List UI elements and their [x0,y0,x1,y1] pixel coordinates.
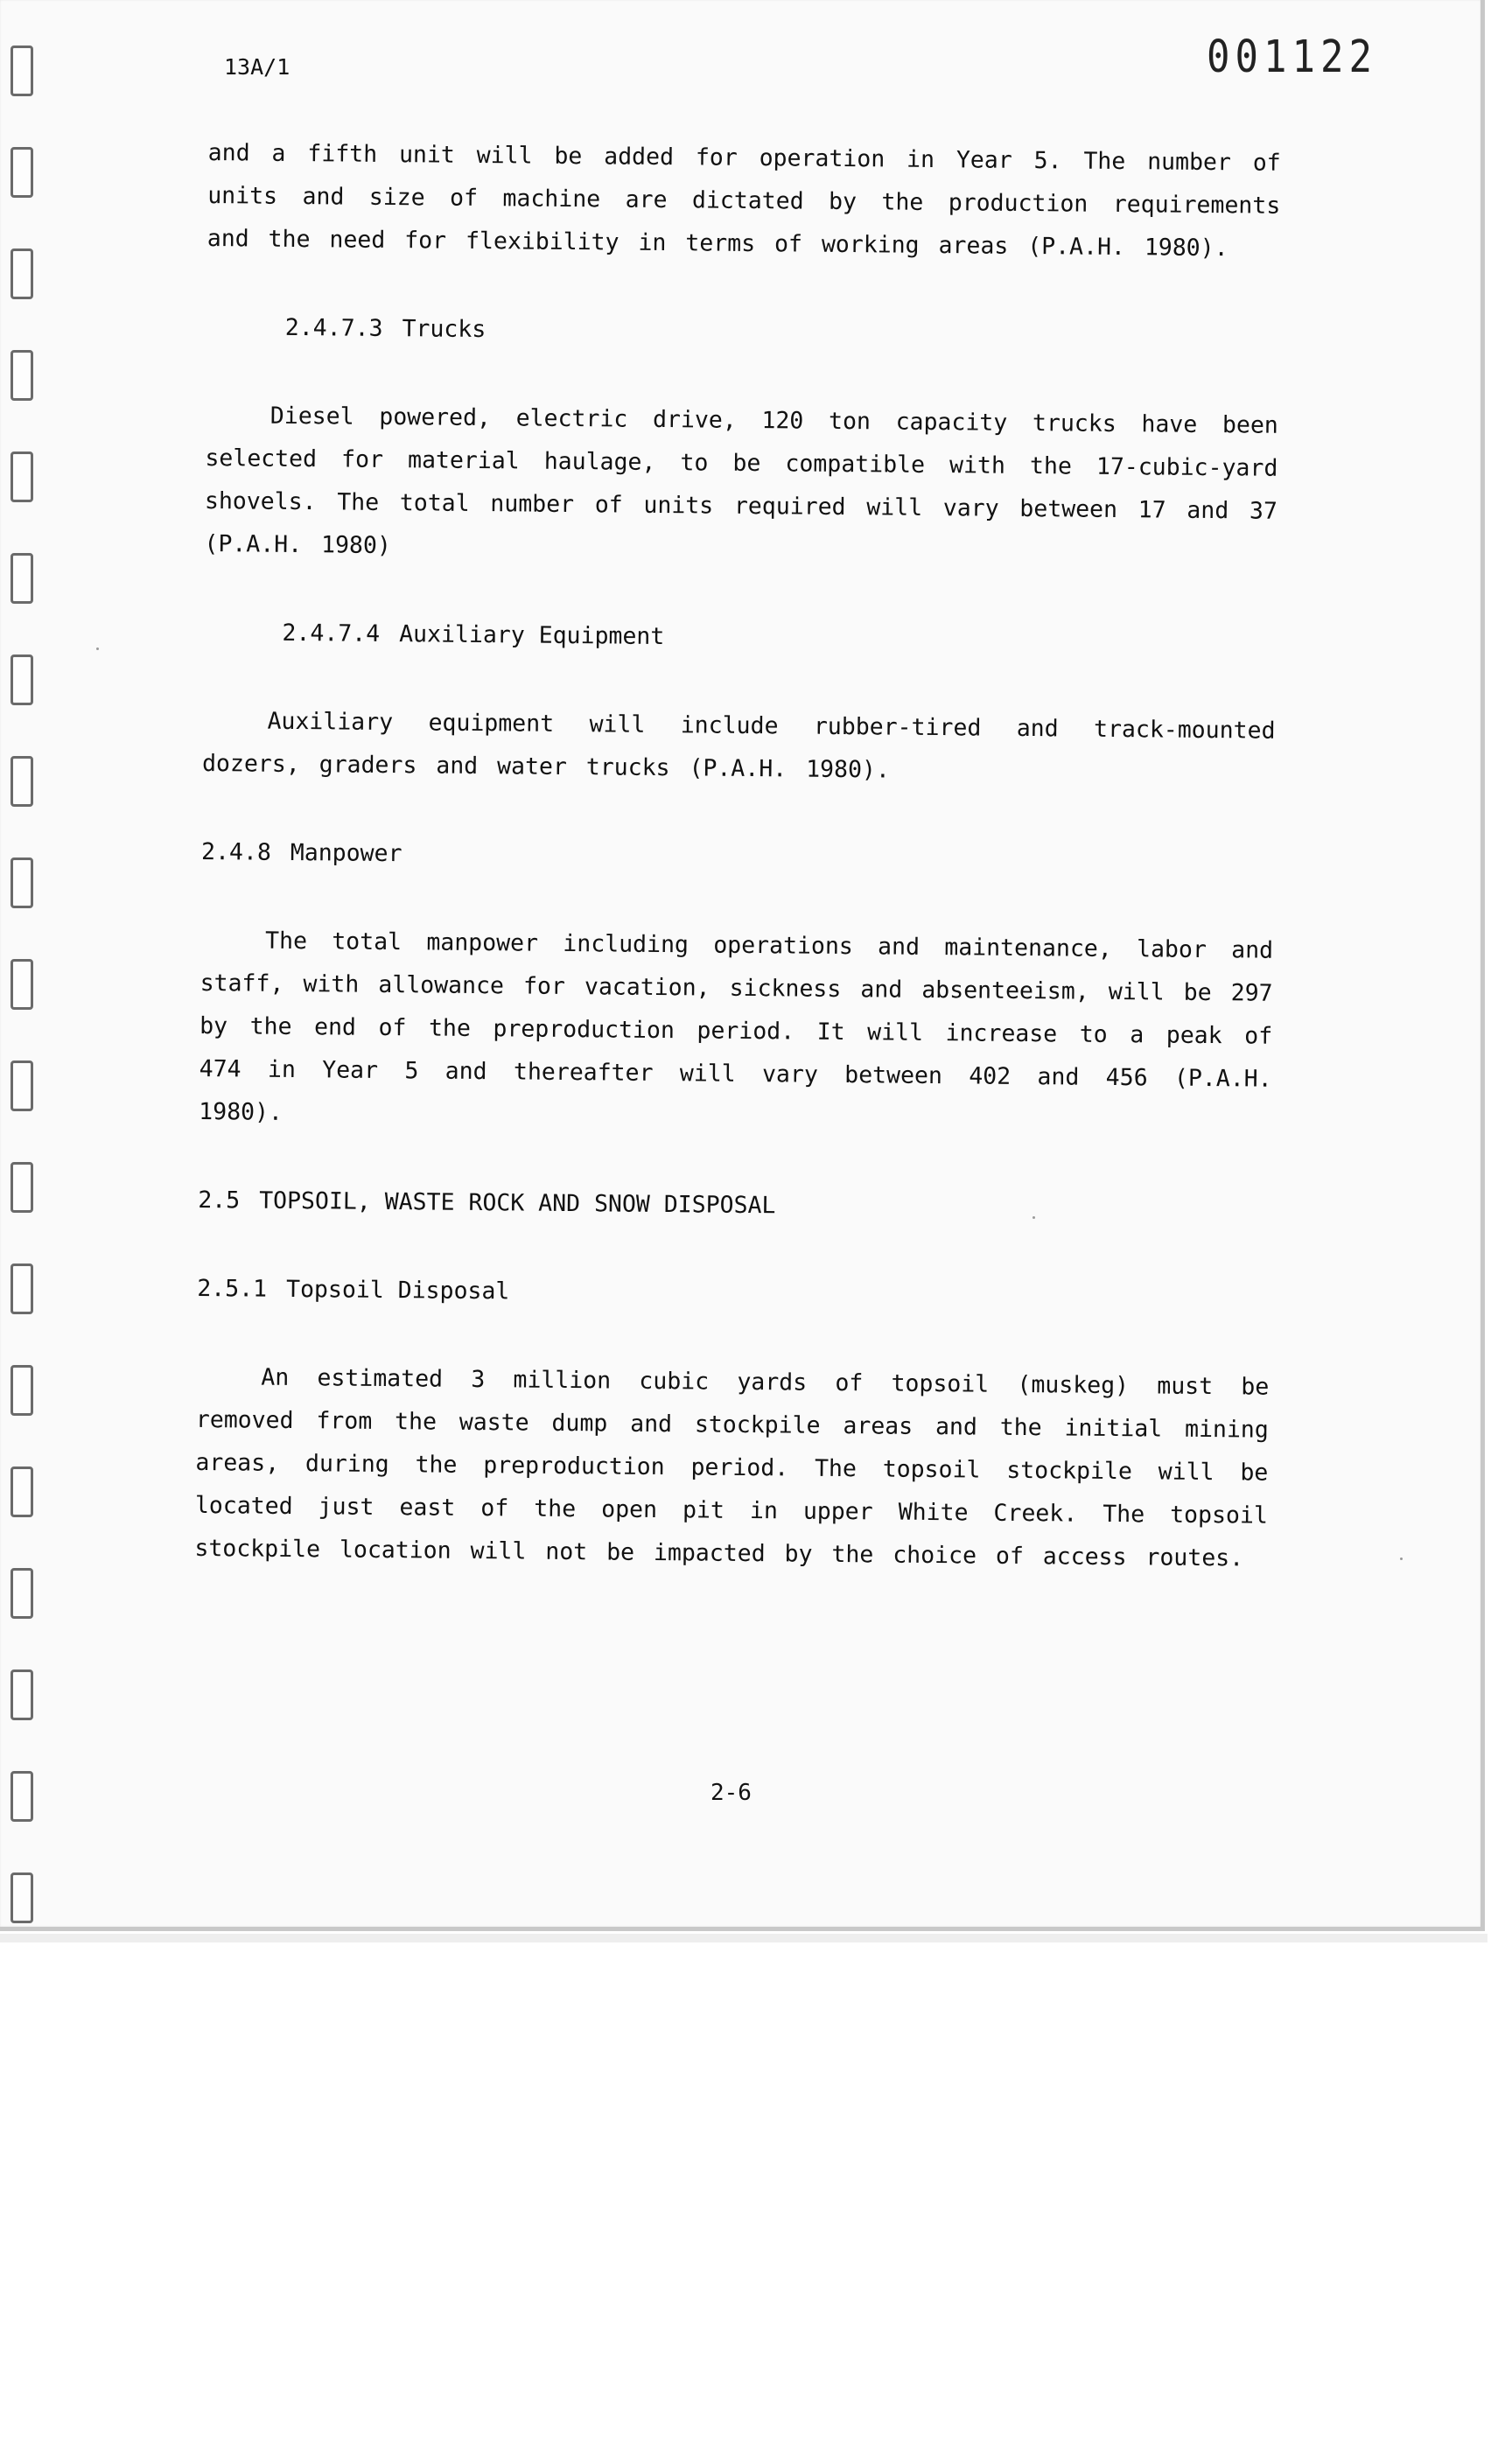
binder-hole [10,1670,33,1720]
binder-hole [10,1466,33,1517]
heading-manpower [201,830,1274,884]
binder-hole [10,46,33,96]
scan-speck [1032,1216,1035,1219]
heading-number: 2.4.7.4 [282,619,381,648]
heading-title: TOPSOIL, WASTE ROCK AND SNOW DISPOSAL [258,1186,776,1220]
binder-hole [10,248,33,299]
binder-hole [10,654,33,705]
heading-number: 2.4.8 [200,837,272,866]
paragraph-auxiliary-equipment: Auxiliary equipment will include rubber-tired and track-mounted dozers, graders and water trucks (P.A.H. 1980). [201,707,1276,784]
binder-hole [10,147,33,198]
heading-auxiliary-equipment [203,611,1276,664]
binder-hole [10,1060,33,1111]
binder-hole [10,1568,33,1619]
heading-topsoil-disposal [197,1267,1270,1320]
heading-title: Topsoil Disposal [285,1275,510,1306]
document-code: 13A/1 [224,54,290,80]
heading-title: Auxiliary Equipment [399,620,665,651]
heading-number: 2.4.7.3 [284,313,383,342]
binder-hole [10,1365,33,1416]
heading-number: 2.5 [198,1186,241,1214]
heading-trucks [206,305,1279,359]
binder-hole [10,1264,33,1314]
binder-hole [10,350,33,401]
heading-topsoil-section [198,1179,1270,1232]
binder-hole [10,553,33,604]
paragraph-trucks: Diesel powered, electric drive, 120 ton capacity trucks have been selected for material haulage, to be compatible with the 17-cubic-yard shovels. The total number of units required will vary between 17 and 37 (P.A.H. 1980) [204,402,1278,560]
binder-holes [10,46,37,1974]
heading-number: 2.5.1 [197,1274,268,1303]
binder-hole [10,1162,33,1213]
page-edge-shadow [0,1934,1488,1942]
heading-title: Manpower [290,838,402,868]
scan-speck [1400,1558,1403,1560]
binder-hole [10,452,33,502]
binder-hole [10,959,33,1010]
page-number: 2-6 [710,1780,752,1806]
paragraph-topsoil-disposal: An estimated 3 million cubic yards of topsoil (muskeg) must be removed from the waste dump and stockpile areas and the initial mining areas, during the preproduction period. The topsoil stockpile will be located just east of the open pit in upper White Creek. The topsoil stockpile location will not be impacted by the choice of access routes. [194,1363,1270,1572]
binder-hole [10,1872,33,1923]
binder-hole [10,1771,33,1822]
scan-speck [96,648,99,650]
heading-title: Trucks [402,315,486,344]
paragraph-continuation: and a fifth unit will be added for operation in Year 5. The number of units and size of machine are dictated by the production requirements and the need for flexibility in terms of working areas (P.A.H. 1980). [206,138,1281,262]
binder-hole [10,858,33,908]
document-body [194,131,1281,1626]
binder-hole [10,756,33,807]
paragraph-manpower: The total manpower including operations and maintenance, labor and staff, with allowance for vacation, sickness and absenteeism, will be 297 by the end of the preproduction period. It will increase to a peak of 474 in Year 5 and thereafter will vary between 402 and 456 (P.A.H. 1980). [199,927,1274,1126]
page-stamp-number: 001122 [1207,32,1377,83]
